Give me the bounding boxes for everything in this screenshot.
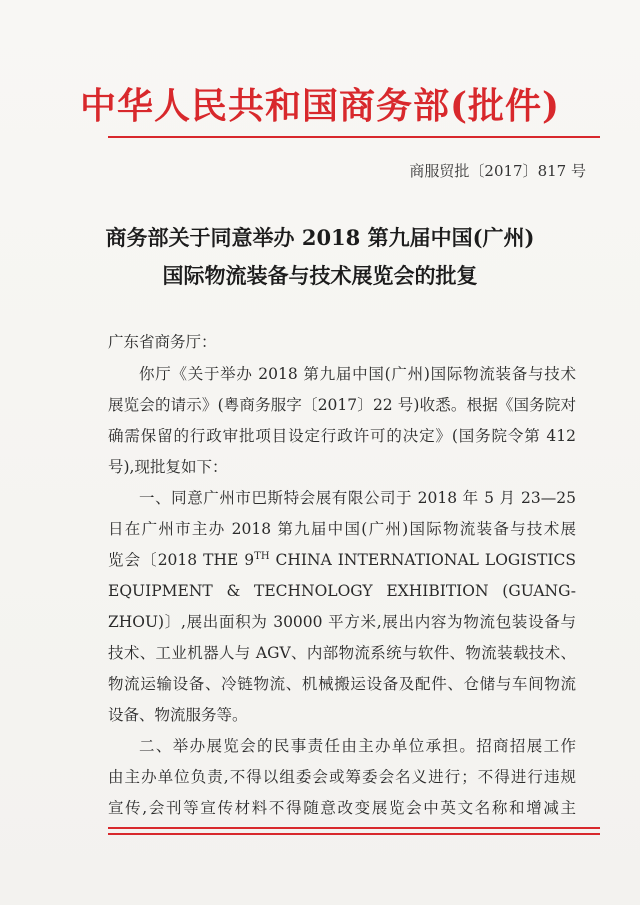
issuer-header-title: 中华人民共和国商务部(批件) [79, 85, 561, 127]
body-line-7-part-b: CHINA INTERNATIONAL LOGISTICS [269, 551, 576, 569]
body-line-11: 物流运输设备、冷链物流、机械搬运设备及配件、仓储与车间物流 [108, 675, 576, 693]
body-line-13: 二、举办展览会的民事责任由主办单位承担。招商招展工作 [139, 737, 576, 755]
body-line-10: 技术、工业机器人与 AGV、内部物流系统与软件、物流装载技术、 [108, 644, 576, 662]
body-line-15: 宣传,会刊等宣传材料不得随意改变展览会中英文名称和增减主 [108, 799, 576, 817]
document-title-line-1: 商务部关于同意举办 2018 第九届中国(广州) [105, 225, 535, 250]
body-line-3: 确需保留的行政审批项目设定行政许可的决定》(国务院令第 412 [108, 427, 576, 445]
header-red-rule [108, 136, 600, 138]
body-line-7 [108, 550, 576, 570]
body-line-14: 由主办单位负责,不得以组委会或筹委会名义进行；不得进行违规 [108, 768, 576, 786]
body-line-1: 你厅《关于举办 2018 第九届中国(广州)国际物流装备与技术 [139, 365, 576, 383]
body-line-8: EQUIPMENT & TECHNOLOGY EXHIBITION (GUANG- [108, 582, 576, 600]
document-number: 商服贸批〔2017〕817 号 [409, 162, 586, 180]
ordinal-superscript: TH [254, 550, 270, 562]
footer-red-rule-top [108, 827, 600, 829]
body-line-4: 号),现批复如下： [108, 458, 228, 476]
body-line-5: 一、同意广州市巴斯特会展有限公司于 2018 年 5 月 23—25 [139, 489, 577, 507]
document-title-line-2: 国际物流装备与技术展览会的批复 [162, 263, 478, 288]
footer-red-rule-bottom [108, 833, 600, 835]
body-line-9: ZHOU)〕,展出面积为 30000 平方米,展出内容为物流包装设备与 [108, 613, 576, 631]
body-line-12: 设备、物流服务等。 [108, 706, 248, 724]
body-line-7-part-a: 览会〔2018 THE 9 [108, 551, 255, 569]
body-line-2: 展览会的请示》(粤商务服字〔2017〕22 号)收悉。根据《国务院对 [108, 396, 576, 414]
body-line-6: 日在广州市主办 2018 第九届中国(广州)国际物流装备与技术展 [108, 520, 576, 538]
addressee: 广东省商务厅： [108, 333, 217, 351]
